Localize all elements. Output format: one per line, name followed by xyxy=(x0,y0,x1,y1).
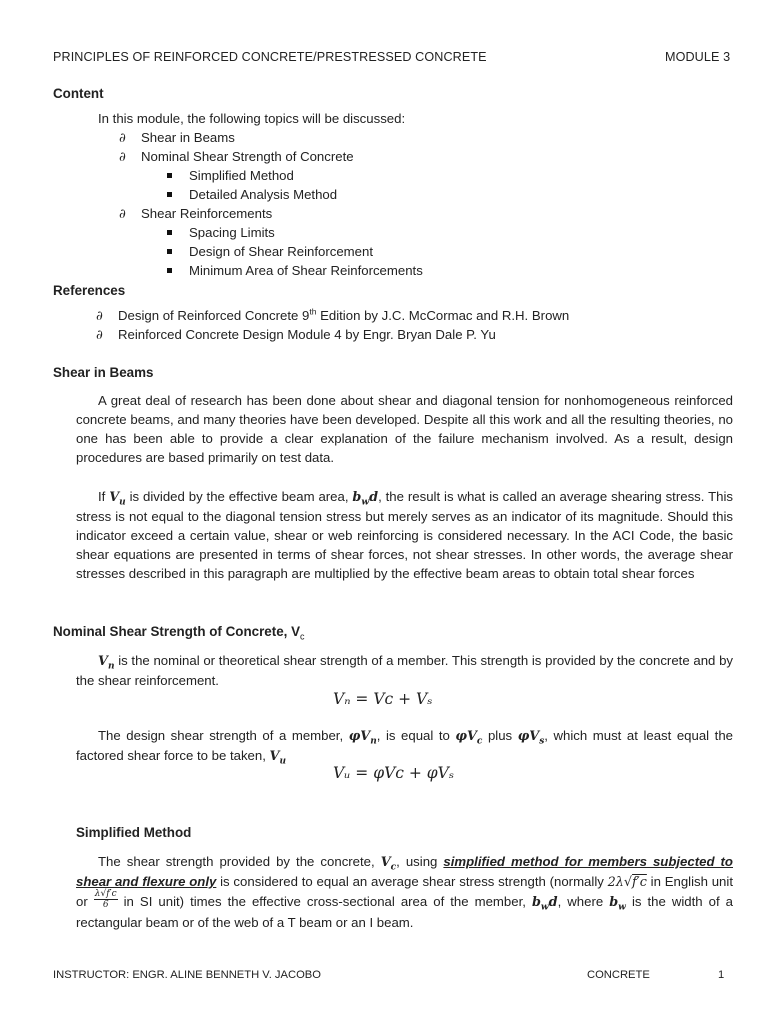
topic-item: ∂ Shear Reinforcements xyxy=(119,206,273,222)
square-bullet-icon xyxy=(167,268,172,273)
square-bullet-icon xyxy=(167,173,172,178)
topic-item: ∂ Shear in Beams xyxy=(119,130,235,146)
subtopic-item: Design of Shear Reinforcement xyxy=(167,242,373,261)
footer-subject: CONCRETE xyxy=(587,969,650,981)
square-bullet-icon xyxy=(167,192,172,197)
shear-in-beams-heading: Shear in Beams xyxy=(53,365,154,380)
nominal-shear-heading: Nominal Shear Strength of Concrete, $V_c$ xyxy=(53,624,305,642)
equation-vu: Vᵤ = φVᴄ + φVₛ xyxy=(333,764,455,782)
square-bullet-icon xyxy=(167,249,172,254)
equation-vn: Vₙ = Vᴄ + Vₛ xyxy=(333,690,433,708)
footer-instructor: INSTRUCTOR: ENGR. ALINE BENNETH V. JACOBO xyxy=(53,969,321,981)
nominal-paragraph-1: $V_n$ is the nominal or theoretical shear strength of a member. This strength is provided by the concrete and by the shear reinforcement. xyxy=(76,653,733,688)
partial-bullet-icon: ∂ xyxy=(119,150,126,165)
reference-item: ∂ Reinforced Concrete Design Module 4 by Engr. Bryan Dale P. Yu xyxy=(96,327,496,343)
page-header-course: PRINCIPLES OF REINFORCED CONCRETE/PRESTRESSED CONCRETE xyxy=(53,50,487,64)
simplified-method-paragraph: The shear strength provided by the concrete, $V_c$, using simplified method for members subjected to shear and flexure only is considered to equal an average shear stress strength (normally 2λ√f′c in English unit or $\frac{\lambda√f'c}{6}$ in SI unit) times the effective cross-sectional area of the member, $b_wd$, where $b_w$ is the width of a rectangular beam or of the web of a T beam or an I beam. xyxy=(76,854,734,931)
partial-bullet-icon: ∂ xyxy=(119,207,126,222)
partial-bullet-icon: ∂ xyxy=(96,328,103,343)
fraction-lambda-sqrt-fc-over-6: $\frac{\lambda√f'c}{6}$ xyxy=(94,889,117,911)
reference-item: ∂ Design of Reinforced Concrete 9th Edition by J.C. McCormac and R.H. Brown xyxy=(96,306,570,324)
content-intro: In this module, the following topics will be discussed: xyxy=(98,111,406,126)
references-heading: References xyxy=(53,283,126,298)
shear-in-beams-paragraph-2: If $V_u$ is divided by the effective beam area, $b_wd$, the result is what is called an average shearing stress. This stress is not equal to the diagonal tension stress but merely serves as an indicator of its magnitude. Should this indicator exceed a certain value, shear or web reinforcing is considered necessary. In the ACI Code, the basic shear equations are presented in terms of shear forces, not shear stresses. In other words, the average shear stresses described in this paragraph are multiplied by the effective beam areas to obtain total shear forces xyxy=(76,489,734,581)
nominal-paragraph-2: The design shear strength of a member, $\varphi V_n$, is equal to $\varphi V_c$ plus $\varphi V_s$, which must at least equal the factored shear force to be taken, $V_u$ xyxy=(76,728,733,767)
subtopic-item: Simplified Method xyxy=(167,166,294,185)
square-bullet-icon xyxy=(167,230,172,235)
subtopic-item: Detailed Analysis Method xyxy=(167,185,337,204)
topic-item: ∂ Nominal Shear Strength of Concrete xyxy=(119,149,354,165)
partial-bullet-icon: ∂ xyxy=(96,309,103,324)
shear-in-beams-paragraph-1: A great deal of research has been done about shear and diagonal tension for nonhomogeneous reinforced concrete beams, and many theories have been developed. Despite all this work and all the resulting theories, no one has been able to provide a clear explanation of the failure mechanism involved. As a result, design procedures are based primarily on test data. xyxy=(76,393,733,465)
partial-bullet-icon: ∂ xyxy=(119,131,126,146)
footer-page-number: 1 xyxy=(718,969,725,981)
content-heading: Content xyxy=(53,86,104,101)
page-header-module: MODULE 3 xyxy=(665,50,731,64)
simplified-method-heading: Simplified Method xyxy=(76,825,192,840)
subtopic-item: Spacing Limits xyxy=(167,223,275,242)
subtopic-item: Minimum Area of Shear Reinforcements xyxy=(167,261,423,280)
